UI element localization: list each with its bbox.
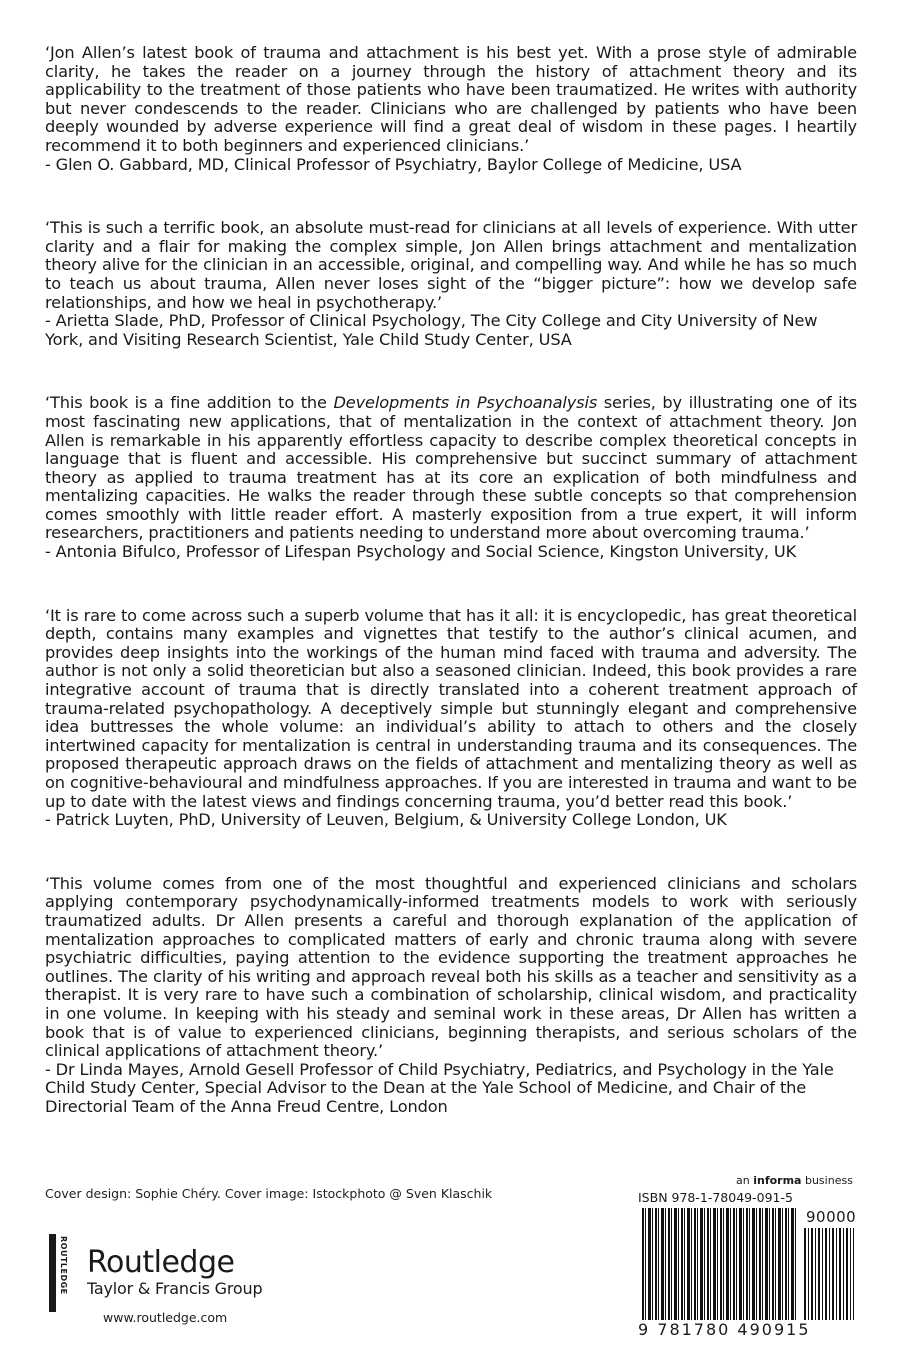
series-title: Developments in Psychoanalysis [333, 393, 598, 413]
publisher-names [87, 1247, 262, 1299]
endorsement-text-start: ‘This book is a fine addition to the [45, 393, 334, 413]
routledge-mark-icon [49, 1234, 75, 1312]
barcode-addon-bars [804, 1228, 854, 1320]
endorsement-slade [45, 219, 857, 349]
informa-tagline [736, 1174, 853, 1187]
barcode-bars [642, 1208, 798, 1320]
endorsement-attribution: - Arietta Slade, PhD, Professor of Clinical Psychology, The City College and City University of New York, and Visiting Research Scientist, Yale Child Study Center, USA [45, 311, 818, 349]
endorsement-text [45, 394, 857, 543]
endorsement-text: ‘Jon Allen’s latest book of trauma and attachment is his best yet. With a prose style of admirable clarity, he takes the reader on a journey through the history of attachment theory and its applicability to the treatment of those patients who have been traumatized. He writes with authority but never condescends to the reader. Clinicians who are challenged by patients who have been deeply wounded by adverse experience will find a great deal of wisdom in these pages. I heartily recommend it to both beginners and experienced clinicians.’ [45, 43, 857, 155]
isbn-label: ISBN 978-1-78049-091-5 [638, 1190, 793, 1205]
endorsement-text: ‘It is rare to come across such a superb volume that has it all: it is encyclopedic, has great theoretical depth, contains many examples and vignettes that testify to the author’s clinical acumen, and provides deep insights into the workings of the human mind faced with trauma and adversity. The author is not only a solid theoretician but also a seasoned clinician. Indeed, this book provides a rare integrative account of trauma that is directly translated into a coherent treatment approach of trauma-related psychopathology. A deceptively simple but stunningly elegant and comprehensive idea buttresses the whole volume: an individual’s ability to attach to others and the closely intertwined capacity for mentalization is central in understanding trauma and its consequences. The proposed therapeutic approach draws on the fields of attachment and mentalizing theory as well as on cognitive-behavioural and mindfulness approaches. If you are interested in trauma and want to be up to date with the latest views and findings concerning trauma, you’d better read this book.’ [45, 605, 857, 811]
endorsement-bifulco [45, 394, 857, 561]
endorsements [45, 44, 857, 1162]
barcode-addon-label: 90000 [806, 1208, 857, 1226]
endorsement-attribution: - Dr Linda Mayes, Arnold Gesell Professor of Child Psychiatry, Pediatrics, and Psychology in the Yale Child Study Center, Special Advisor to the Dean at the Yale School of Medicine, and Chair of the Directorial Team of the Anna Freud Centre, London [45, 1059, 834, 1116]
endorsement-attribution: - Patrick Luyten, PhD, University of Leuven, Belgium, & University College London, UK [45, 810, 727, 830]
informa-suffix: business [801, 1174, 853, 1187]
endorsement-mayes [45, 875, 857, 1117]
endorsement-luyten [45, 607, 857, 830]
publisher-group: Taylor & Francis Group [87, 1279, 263, 1298]
logo-vertical-text: ROUTLEDGE [59, 1236, 68, 1295]
endorsement-attribution: - Antonia Bifulco, Professor of Lifespan Psychology and Social Science, Kingston University, UK [45, 542, 797, 562]
endorsement-text: ‘This is such a terrific book, an absolute must-read for clinicians at all levels of experience. With utter clarity and a flair for making the complex simple, Jon Allen brings attachment and mentalization theory alive for the clinician in an accessible, original, and compelling way. And while he has so much to teach us about trauma, Allen never loses sight of the “bigger picture”: how we develop safe relationships, and how we heal in psychotherapy.’ [45, 218, 857, 312]
publisher-name: Routledge [87, 1245, 235, 1280]
endorsement-gabbard [45, 44, 857, 174]
publisher-logo [49, 1234, 262, 1312]
barcode-digits: 9 781780 490915 [638, 1320, 811, 1339]
informa-prefix: an [736, 1174, 754, 1187]
endorsement-text: ‘This volume comes from one of the most thoughtful and experienced clinicians and scholars applying contemporary psychodynamically-informed treatments models to work with seriously traumatized adults. Dr Allen presents a careful and thorough explanation of the application of mentalization approaches to complicated matters of early and chronic trauma along with severe psychiatric difficulties, paying attention to the evidence supporting the treatment approaches he outlines. The clarity of his writing and approach reveal both his skills as a teacher and sensitivity as a therapist. It is very rare to have such a combination of scholarship, clinical wisdom, and practicality in one volume. In keeping with his steady and seminal work in these areas, Dr Allen has written a book that is of value to experienced clinicians, beginning therapists, and serious scholars of the clinical applications of attachment theory.’ [45, 873, 857, 1061]
endorsement-text-end: series, by illustrating one of its most fascinating new applications, that of mentalization in the context of attachment theory. Jon Allen is remarkable in his apparently effortless capacity to describe complex theoretical concepts in language that is fluent and accessible. His comprehensive but succinct summary of attachment theory as applied to trauma treatment has at its core an explication of both mindfulness and mentalizing capacities. He walks the reader through these subtle concepts so that comprehension comes smoothly with little reader effort. A masterly exposition from a true expert, it will inform researchers, practitioners and patients needing to understand more about overcoming trauma.’ [45, 393, 857, 543]
informa-name: informa [753, 1174, 802, 1187]
logo-bar [49, 1234, 56, 1312]
endorsement-attribution: - Glen O. Gabbard, MD, Clinical Professor of Psychiatry, Baylor College of Medicine, USA [45, 154, 742, 174]
publisher-website: www.routledge.com [103, 1310, 228, 1325]
cover-credits: Cover design: Sophie Chéry. Cover image: Istockphoto @ Sven Klaschik [45, 1186, 493, 1201]
cover-footer [45, 1186, 605, 1325]
isbn-barcode [638, 1206, 856, 1342]
